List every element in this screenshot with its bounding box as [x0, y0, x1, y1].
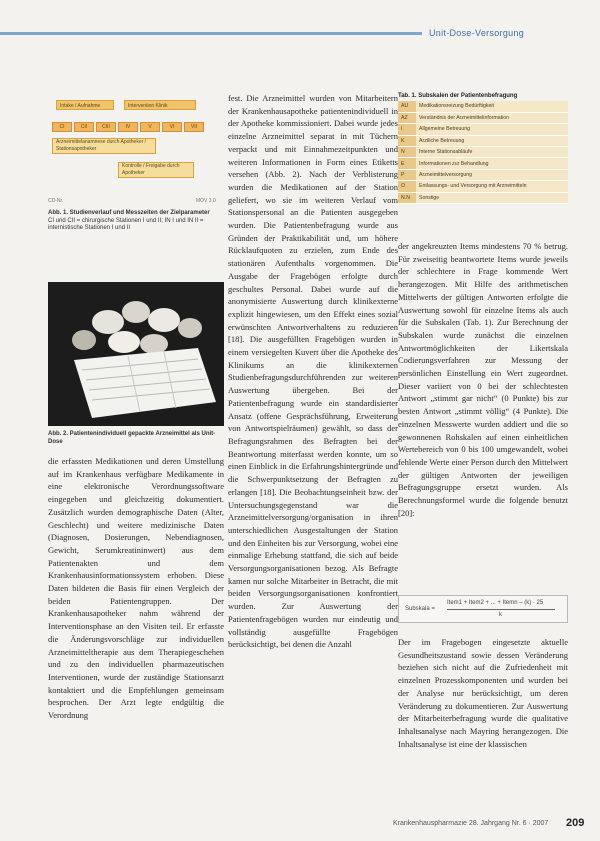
table-cell-code: N — [398, 147, 416, 158]
journal-footer: Krankenhauspharmazie 28. Jahrgang Nr. 6 · 2007 — [393, 820, 549, 827]
formula-denominator: k — [499, 612, 502, 618]
body-paragraph: Der im Fragebogen eingesetzte aktuelle Gesundheitszustand sowie dessen Veränderung beziehen sich nicht auf die Zufriedenheit mit einzelnen Prozesskomponenten und wurden bei der Analyse nur berücksichtigt, um deren Veränderung zu dokumentieren. Zur Auswertung der Mitarbeiterbefragung wurde die qualitative Inhaltsanalyse nach Mayring herangezogen. Die Inhaltsanalyse ist eine der klassischen — [398, 637, 568, 749]
diagram-step: V — [140, 122, 160, 132]
figure-1-caption-title: Abb. 1. Studienverlauf und Messzeiten der Zielparameter — [48, 210, 210, 216]
figure-1-caption — [48, 210, 224, 233]
body-paragraph: der angekreuzten Items mindestens 70 % betrug. Für zweiseitig beantwortete Items wurde jeweils der schlechtere in Frage kommende Wert herangezogen. Mit Hilfe des arithmetischen Mittelwerts der gültigen Antworten erfolgte die Auswertung sowohl für einzelne Items als auch für die Subskalen (Tab. 1). Zur Berechnung der Subskalen wurde zunächst die einzelnen Antwortmöglichkeiten der Likertskala Codierungsverfahren zur Messung der persönlichen Einstellung ein Wert zugeordnet. Dieser variiert von 0 bei der schlechtesten Antwort „stimmt gar nicht“ (0 Punkte) bis zur besten Antwort „stimmt völlig“ (4 Punkte). Die einzelnen Messwerte wurden addiert und die so gewonnenen Rohskalen auf einen einheitlichen Wertebereich von 0 bis 100 umgewandelt, wobei fehlende Werte einer Person durch den Mittelwert der gültigen Antworten der jeweiligen Befragungsgruppe ersetzt wurden. Als Berechnungsformel wurde die folgende benutzt [20]: — [398, 241, 568, 518]
table-1 — [398, 101, 568, 204]
unit-dose-photo-illustration — [48, 282, 224, 426]
table-cell-subscale: Entlassungs- und Versorgung mit Arzneimitteln — [416, 181, 568, 192]
table-cell-subscale: Arztliche Betreuung — [416, 135, 568, 146]
table-cell-subscale: Allgemeine Betreuung — [416, 124, 568, 135]
diagram-box-top-right: Intervention Klinik — [124, 100, 196, 110]
subscale-formula — [398, 595, 568, 623]
table-row — [398, 112, 568, 123]
table-row — [398, 124, 568, 135]
table-cell-code: O — [398, 181, 416, 192]
figure-1-diagram — [48, 100, 220, 196]
table-cell-subscale: Arzneimittelversorgung — [416, 169, 568, 180]
table-row — [398, 158, 568, 169]
diagram-box-middle: Arzneimittelanamnese durch Apotheker / Stationsapotheker — [52, 138, 156, 154]
diagram-step: VII — [184, 122, 204, 132]
formula-numerator: Item1 + Item2 + ... + Itemn – (k) · 25 — [447, 600, 544, 606]
diagram-step: VI — [162, 122, 182, 132]
table-1-title: Tab. 1. Subskalen der Patientenbefragung — [398, 93, 518, 99]
table-cell-code: I — [398, 124, 416, 135]
table-cell-code: N.N — [398, 192, 416, 203]
table-cell-code: K — [398, 135, 416, 146]
figure-2-photo — [48, 282, 224, 426]
figure-2-caption-title: Abb. 2. Patientenindividuell gepackte Arzneimittel als Unit-Dose — [48, 431, 216, 445]
table-cell-code: E — [398, 158, 416, 169]
table-cell-subscale: Informationen zur Behandlung — [416, 158, 568, 169]
table-cell-subscale: Interne Stationsabläufe — [416, 147, 568, 158]
page-number: 209 — [566, 817, 585, 829]
figure-1-caption-body: CI und CII = chirurgische Stationen I und II; IN I und IN II = internistische Stationen I und II — [48, 217, 204, 231]
diagram-box-top-left: Intake / Aufnahme — [56, 100, 114, 110]
header-rule — [0, 32, 422, 35]
table-row — [398, 135, 568, 146]
table-row — [398, 181, 568, 192]
table-row — [398, 169, 568, 180]
table-cell-subscale: Medikationsreizung Bedürftigkeit — [416, 101, 568, 112]
formula-fraction-bar — [447, 609, 555, 610]
diagram-step: CII — [74, 122, 94, 132]
figure-1-meta-right: MOV 3.0 — [196, 198, 216, 204]
page-header — [0, 0, 600, 42]
table-cell-subscale: Sonstige — [416, 192, 568, 203]
figure-2-caption — [48, 431, 224, 446]
figure-1-meta-left: CD-Nr. — [48, 198, 64, 204]
body-column-2 — [228, 92, 398, 651]
diagram-step: CI — [52, 122, 72, 132]
table-row — [398, 192, 568, 203]
body-column-3-continued — [398, 636, 568, 750]
formula-lhs: Subskala = — [405, 606, 435, 612]
table-row — [398, 101, 568, 112]
body-paragraph: fest. Die Arzneimittel wurden von Mitarbeitern der Krankenhausapotheke patientenindividuell in der Apotheke kommissioniert. Dabei wurde jedes einzelne Arzneimittel separat in mit Tüchern verpackt und mit Einnahmezeitpunkten und weiteren Informationen in Form eines Etiketts versehen (Abb. 2). Nach der Verblisterung wurden die Medikationen auf der Station geliefert, wo sie im weiteren Verlauf vom Stationspersonal an die Patienten ausgegeben wurden. Die Patientenbefragung wurde aus Gründen der Praktikabilität und, um höhere Rücklaufquoten zu erzielen, zum Ende des stationären Aufenthalts vorgenommen. Die Ausgabe der Fragebögen erfolgte durch geschultes Personal. Dabei wurde auf die anonymisierte Auswertung durch klinikexterne explizit hingewiesen, um den Effekt eines sozial erwünschten Antwortverhaltens zu reduzieren [18]. Die ausgefüllten Fragebögen wurden in einem versiegelten Kuvert über die Apotheke des Klinikums an die klinikexternen Studienbefragungsdurchführenden zur weiteren Auswertung übergeben. Bei der Patientenbefragung wurde ein standardisierter Ansatz (offene Gesprächsführung, Erweiterung von Antwortspielräumen) gewählt, so dass der Befragungsrahmen des Befragten bei der Beantwortung miterfasst werden konnte, um so einen Einblick in die Erfahrungshintergründe und die Schwerpunktsetzung der Befragten zu erlangen [18]. Die Beobachtungseinheit bzw. der Untersuchungsgegenstand war die Arzneimittelversorgung/organisation in ihren unterschiedlichen Ausgestaltungen der Station und den Einheiten bis zur Versorgung, wobei eine einmalige Erhebung stattfand, die sich auf beide Versorgungsorganisationen bezog. Als Befragte kamen nur solche Mitarbeiter in Betracht, die mit beiden Versorgungsorganisationen konfrontiert wurden. Zur Auswertung der Patientenfragebögen wurden nur eindeutig und vollständig ausgefüllte Fragebögen berücksichtigt, bei denen die Anzahl — [228, 93, 398, 650]
table-row — [398, 147, 568, 158]
table-cell-code: AU — [398, 101, 416, 112]
table-cell-code: P — [398, 169, 416, 180]
table-cell-subscale: Verständnis der Arzneimittelinformation — [416, 112, 568, 123]
diagram-step: CIII — [96, 122, 116, 132]
body-column-1 — [48, 455, 224, 722]
body-paragraph: die erfassten Medikationen und deren Umstellung auf im Krankenhaus verfügbare Medikamente in eine elektronische Verordnungssoftware eingegeben und gleichzeitig dokumentiert. Zusätzlich wurden demographische Daten (Alter, Geschlecht) und weitere medizinische Daten (Diagnosen, Dosierungen, Nebendiagnosen, Gewicht, Serumkreatininwert) aus dem Patientenakten und dem Krankenhausinformationssystem erhoben. Diese Daten bildeten die Basis für einen Vergleich der beiden Patientengruppen. Der Krankenhausapotheker nahm während der Interventionsphase an den Visiten teil. Er erfasste die Änderungsvorschläge zur individuellen Arzneimitteltherapie aus dem Therapiegeschehen und zu den individuellen pharmazeutischen Interventionen, wurde der zuständige Stationsarzt kontaktiert und die Empfehlungen gemeinsam besprochen. Der Arzt legte endgültig die Verordnung — [48, 456, 224, 721]
diagram-step: IV — [118, 122, 138, 132]
table-cell-code: AZ — [398, 112, 416, 123]
running-head: Unit-Dose-Versorgung — [429, 28, 525, 38]
diagram-box-right: Kontrolle / Freigabe durch Apotheker — [118, 162, 194, 178]
body-column-3 — [398, 240, 568, 519]
